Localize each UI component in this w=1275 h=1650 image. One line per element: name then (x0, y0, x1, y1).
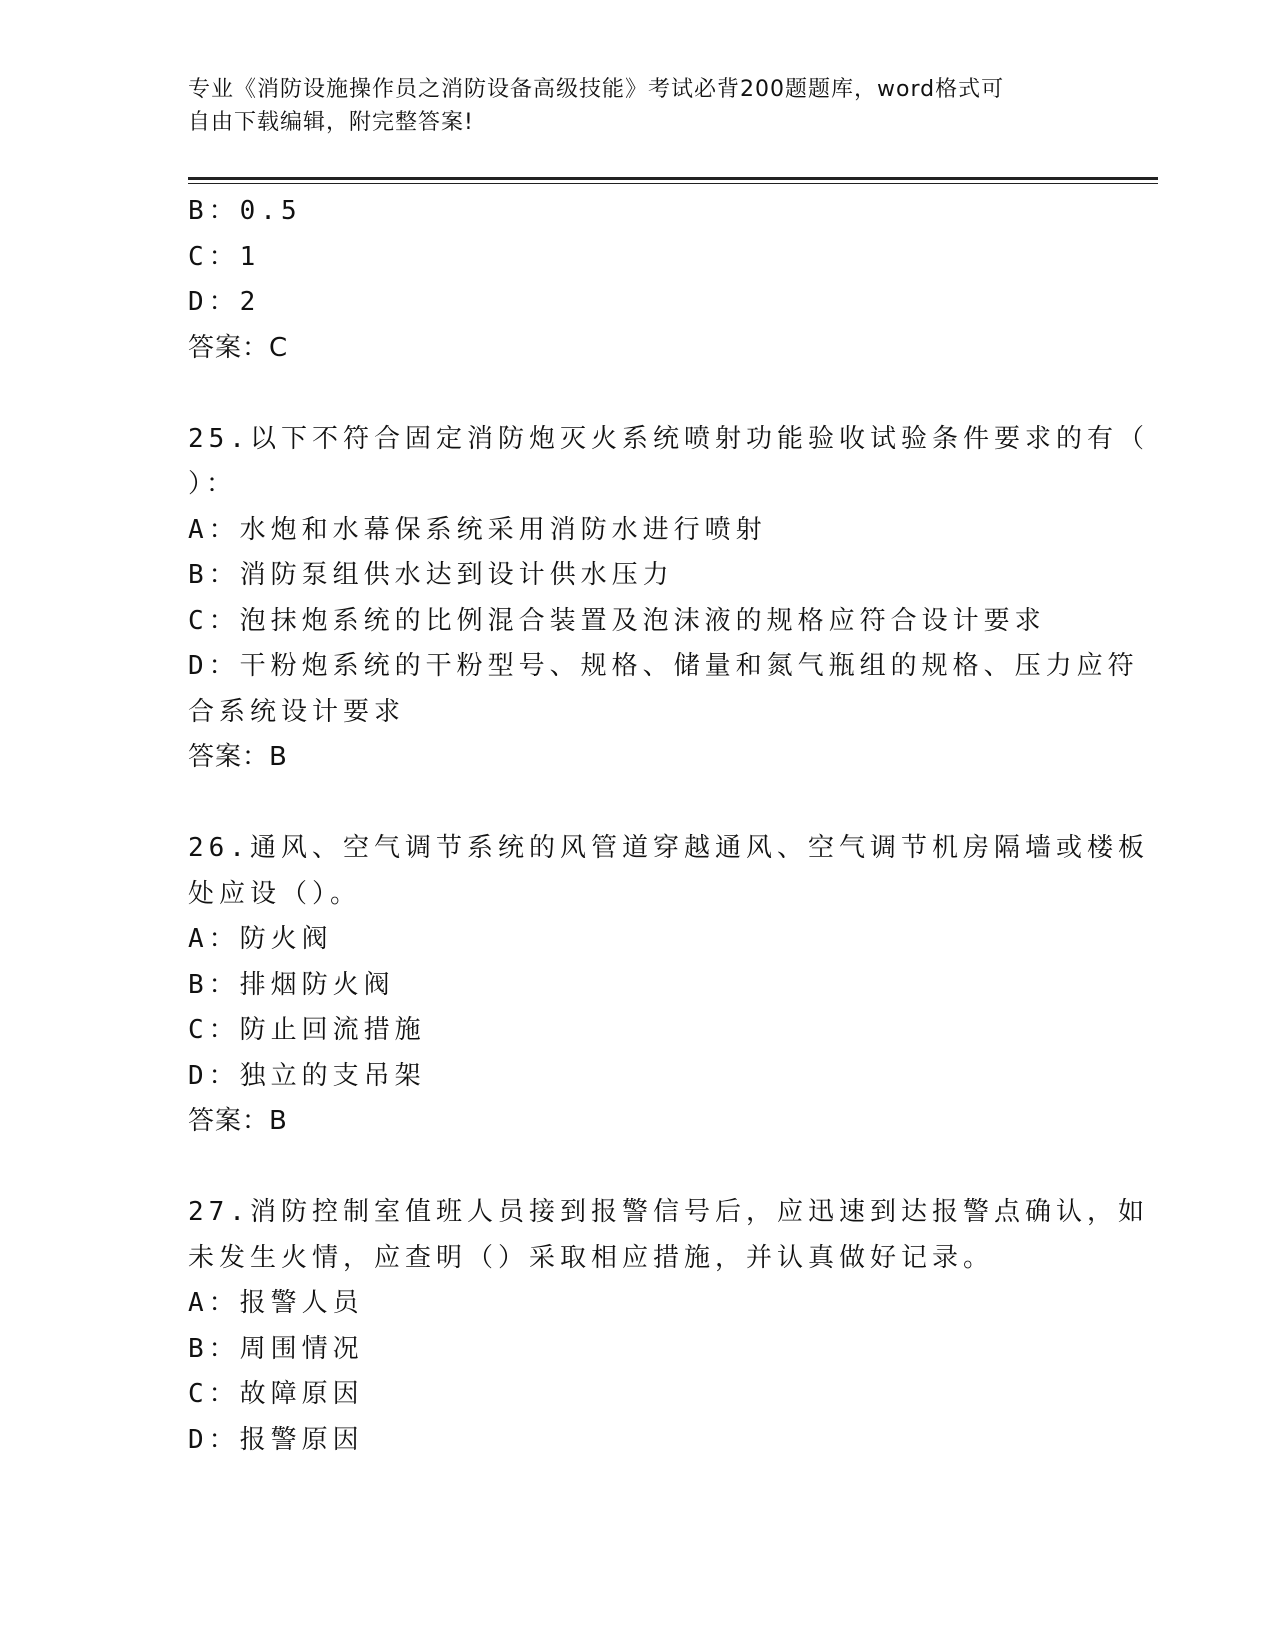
option-d-line-2: 合系统设计要求 (188, 696, 406, 727)
question-stem-line-1: 25.以下不符合固定消防炮灭火系统喷射功能验收试验条件要求的有（ (188, 423, 1149, 454)
header-line-2: 自由下载编辑，附完整答案! (188, 110, 474, 135)
option-b: B：消防泵组供水达到设计供水压力 (188, 560, 674, 590)
header-rule-thick (188, 177, 1158, 180)
option-a: A：水炮和水幕保系统采用消防水进行喷射 (188, 514, 767, 545)
answer-line: 答案：B (188, 742, 288, 772)
question-stem-line-2: ）： (188, 469, 238, 499)
question-block-24 (188, 189, 1088, 371)
option-c: C：泡抹炮系统的比例混合装置及泡沫液的规格应符合设计要求 (188, 605, 1046, 636)
option-b: B：周围情况 (188, 1333, 364, 1364)
question-stem-line-2: 处应设（）。 (188, 878, 362, 909)
page-header (188, 73, 1068, 139)
option-c: C：1 (188, 241, 261, 272)
option-d: D：独立的支吊架 (188, 1060, 426, 1091)
question-stem-line-2: 未发生火情，应查明（）采取相应措施，并认真做好记录。 (188, 1242, 995, 1273)
option-c: C：防止回流措施 (188, 1015, 426, 1045)
question-stem-line-1: 27.消防控制室值班人员接到报警信号后，应迅速到达报警点确认，如 (188, 1197, 1149, 1227)
option-a: A：防火阀 (188, 924, 333, 954)
option-d: D：2 (188, 287, 261, 317)
header-line-1: 专业《消防设施操作员之消防设备高级技能》考试必背200题题库，word格式可 (188, 77, 1005, 102)
question-stem-line-1: 26.通风、空气调节系统的风管道穿越通风、空气调节机房隔墙或楼板 (188, 833, 1149, 863)
option-d: D：报警原因 (188, 1424, 364, 1455)
answer-line: 答案：C (188, 332, 289, 363)
answer-line: 答案：B (188, 1106, 288, 1136)
header-rule-thin (188, 183, 1158, 184)
question-block-27 (188, 1190, 1149, 1463)
option-b: B：0.5 (188, 196, 302, 226)
option-c: C：故障原因 (188, 1379, 364, 1409)
option-d-line-1: D：干粉炮系统的干粉型号、规格、储量和氮气瓶组的规格、压力应符 (188, 651, 1139, 681)
option-b: B：排烟防火阀 (188, 969, 395, 1000)
question-block-26 (188, 826, 1149, 1145)
option-a: A：报警人员 (188, 1288, 364, 1318)
question-block-25 (188, 417, 1149, 781)
page-content (188, 189, 1149, 1463)
